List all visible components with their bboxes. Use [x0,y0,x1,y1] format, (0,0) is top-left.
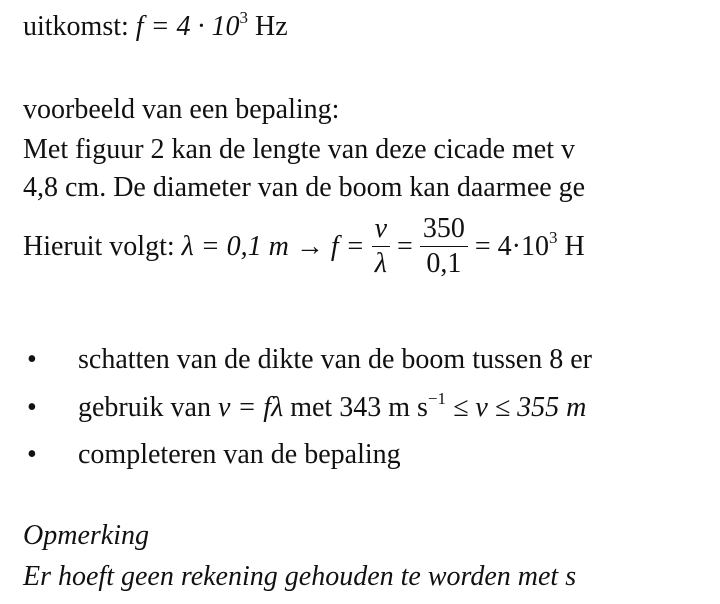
remark-heading: Opmerking [23,520,149,551]
fraction-2-denominator: 0,1 [426,248,462,280]
fraction-350-over-01 [420,214,468,279]
criterion-text [78,388,587,425]
derivation-equals: = [397,231,413,262]
bullet-icon: • [27,344,37,375]
result-unit: Hz [254,11,288,42]
derivation-prefix: Hieruit volgt: [23,231,175,262]
derivation-result: = 4·10 [474,231,549,262]
derivation-arrow: → [295,231,324,262]
fraction-2-numerator: 350 [420,214,468,247]
criterion-text-b: met [290,392,333,423]
derivation-line [23,212,585,282]
fraction-1-denominator: λ [374,248,387,280]
result-formula: f = 4 · 10 [135,11,240,42]
result-label: uitkomst: [23,11,129,42]
criterion-item [0,438,720,472]
criterion-formula: v = fλ [217,392,284,423]
fraction-1-numerator: v [372,214,390,247]
derivation-result-unit: H [564,231,585,262]
result-line [23,7,288,44]
criterion-item [0,343,720,377]
example-line-2: 4,8 cm. De diameter van de boom kan daarmee ge [23,172,586,203]
remark-text: Er hoeft geen rekening gehouden te worden met s [23,561,577,592]
example-heading: voorbeeld van een bepaling: [23,94,340,125]
derivation-result-exponent: 3 [548,227,558,247]
bullet-icon: • [27,439,37,470]
result-exponent: 3 [239,7,248,27]
criterion-text: schatten van de dikte van de boom tussen 8 er [78,344,592,375]
criterion-range-b: ≤ v ≤ 355 m [452,392,587,423]
derivation-f-lhs: f = [330,231,365,262]
derivation-lambda: λ = 0,1 m [181,231,289,262]
bullet-icon: • [27,392,37,423]
criterion-item [0,388,720,425]
criterion-text: completeren van de bepaling [78,439,401,470]
criterion-range-a: 343 m s [339,392,428,423]
fraction-v-over-lambda [372,214,390,279]
criterion-range-exponent: −1 [427,388,446,408]
criterion-text-a: gebruik van [78,392,211,423]
example-line-1: Met figuur 2 kan de lengte van deze cicade met v [23,134,575,165]
